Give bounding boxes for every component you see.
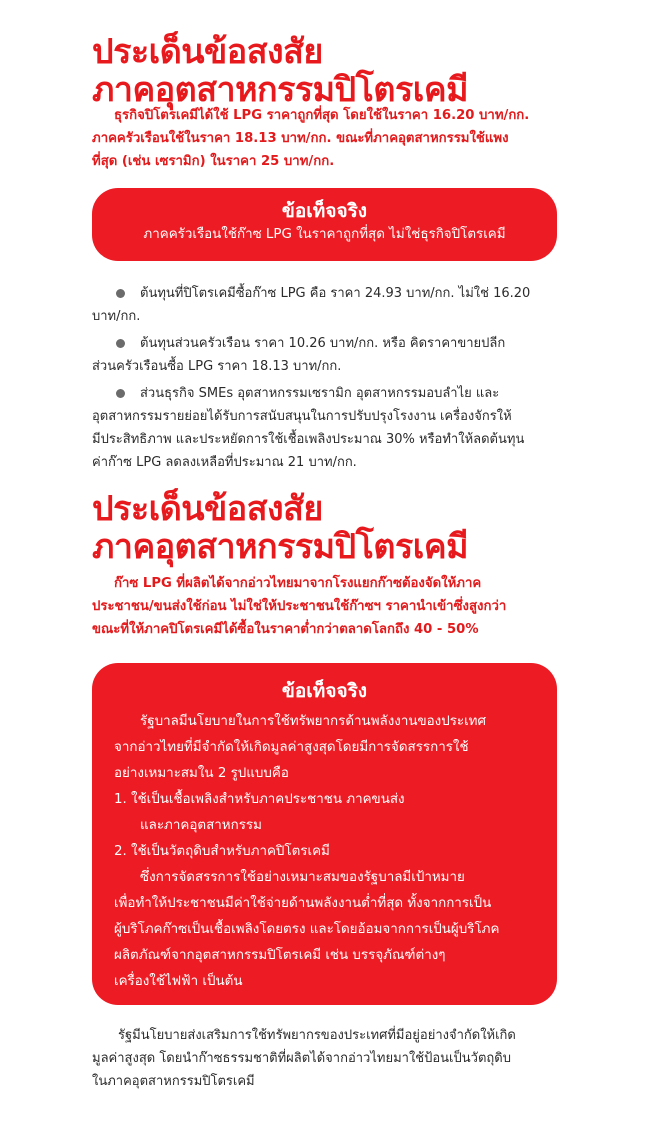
fact-line: จากอ่าวไทยที่มีจำกัดให้เกิดมูลค่าสูงสุดโดยมีการจัดสรรการใช้ <box>114 740 469 755</box>
fact-line: ผู้บริโภคก๊าซเป็นเชื้อเพลิงโดยตรง และโดยอ้อมจากการเป็นผู้บริโภค <box>114 922 500 937</box>
bullet-line: มีประสิทธิภาพ และประหยัดการใช้เชื้อเพลิงประมาณ 30% หรือทำให้ลดต้นทุน <box>92 432 525 447</box>
section2-heading-line1: ประเด็นข้อสงสัย <box>92 489 323 529</box>
bullet-line: ส่วนธุรกิจ SMEs อุตสาหกรรมเซรามิก อุตสาหกรรมอบลำไย และ <box>140 386 500 401</box>
fact-line: เพื่อทำให้ประชาชนมีค่าใช้จ่ายด้านพลังงานต่ำที่สุด ทั้งจากการเป็น <box>114 896 492 911</box>
section2-heading <box>92 490 468 566</box>
section2-lead-line: ขณะที่ให้ภาคปิโตรเคมีได้ซื้อในราคาต่ำกว่าตลาดโลกถึง 40 - 50% <box>92 622 479 637</box>
closing-line: รัฐมีนโยบายส่งเสริมการใช้ทรัพยากรของประเทศที่มีอยู่อย่างจำกัดให้เกิด <box>118 1028 516 1043</box>
closing-line: มูลค่าสูงสุด โดยนำก๊าซธรรมชาติที่ผลิตได้จากอ่าวไทยมาใช้ป้อนเป็นวัตถุดิบ <box>92 1051 511 1066</box>
fact-line: รัฐบาลมีนโยบายในการใช้ทรัพยากรด้านพลังงานของประเทศ <box>140 714 487 729</box>
fact-line: และภาคอุตสาหกรรม <box>140 818 262 833</box>
fact-line: 2. ใช้เป็นวัตถุดิบสำหรับภาคปิโตรเคมี <box>114 844 330 859</box>
bullet-item <box>92 282 562 328</box>
section1-lead-line: ภาคครัวเรือนใช้ในราคา 18.13 บาท/กก. ขณะที่ภาคอุตสาหกรรมใช้แพง <box>92 131 509 146</box>
section1-lead-line: ที่สุด (เช่น เซรามิก) ในราคา 25 บาท/กก. <box>92 154 335 169</box>
fact-line: 1. ใช้เป็นเชื้อเพลิงสำหรับภาคประชาชน ภาคขนส่ง <box>114 792 405 807</box>
closing-paragraph <box>92 1024 562 1093</box>
fact-line: เครื่องใช้ไฟฟ้า เป็นต้น <box>114 974 243 989</box>
section2-lead-line: ก๊าซ LPG ที่ผลิตได้จากอ่าวไทยมาจากโรงแยกก๊าซต้องจัดให้ภาค <box>114 576 482 591</box>
bullet-item <box>92 332 562 378</box>
section1-heading <box>92 33 468 109</box>
fact-line: อย่างเหมาะสมใน 2 รูปแบบคือ <box>114 766 289 781</box>
bullet-line: อุตสาหกรรมรายย่อยได้รับการสนับสนุนในการปรับปรุงโรงงาน เครื่องจักรให้ <box>92 409 512 424</box>
section2-lead-line: ประชาชน/ขนส่งใช้ก่อน ไม่ใช่ให้ประชาชนใช้ก๊าซฯ ราคานำเข้าซึ่งสูงกว่า <box>92 599 507 614</box>
section1-lead <box>92 104 562 173</box>
bullet-line: บาท/กก. <box>92 309 141 324</box>
bullet-line: ค่าก๊าซ LPG ลดลงเหลือที่ประมาณ 21 บาท/กก. <box>92 455 357 470</box>
bullet-dot-icon <box>116 339 125 348</box>
closing-line: ในภาคอุตสาหกรรมปิโตรเคมี <box>92 1074 255 1089</box>
bullet-item <box>92 382 562 474</box>
bullet-line: ส่วนครัวเรือนซื้อ LPG ราคา 18.13 บาท/กก. <box>92 359 342 374</box>
section1-heading-line2: ภาคอุตสาหกรรมปิโตรเคมี <box>92 70 468 110</box>
bullet-dot-icon <box>116 389 125 398</box>
section1-lead-line: ธุรกิจปิโตรเคมีได้ใช้ LPG ราคาถูกที่สุด โดยใช้ในราคา 16.20 บาท/กก. <box>114 108 530 123</box>
section1-fact-text: ภาคครัวเรือนใช้ก๊าซ LPG ในราคาถูกที่สุด ไม่ใช่ธุรกิจปิโตรเคมี <box>143 227 506 242</box>
section2-heading-line2: ภาคอุตสาหกรรมปิโตรเคมี <box>92 527 468 567</box>
section2-lead <box>92 572 562 641</box>
section1-bullet-list <box>92 282 562 474</box>
section1-fact-title: ข้อเท็จจริง <box>281 200 368 222</box>
section2-fact-box <box>92 663 557 1005</box>
section1-fact-box <box>92 188 557 261</box>
section2-fact-title: ข้อเท็จจริง <box>281 680 368 702</box>
bullet-dot-icon <box>116 289 125 298</box>
fact-line: ผลิตภัณฑ์จากอุตสาหกรรมปิโตรเคมี เช่น บรรจุภัณฑ์ต่างๆ <box>114 948 446 963</box>
section1-heading-line1: ประเด็นข้อสงสัย <box>92 32 323 72</box>
bullet-line: ต้นทุนที่ปิโตรเคมีซื้อก๊าซ LPG คือ ราคา 24.93 บาท/กก. ไม่ใช่ 16.20 <box>140 286 531 301</box>
fact-line: ซึ่งการจัดสรรการใช้อย่างเหมาะสมของรัฐบาลมีเป้าหมาย <box>140 870 465 885</box>
bullet-line: ต้นทุนส่วนครัวเรือน ราคา 10.26 บาท/กก. หรือ คิดราคาขายปลีก <box>140 336 506 351</box>
section2-fact-body <box>92 709 557 995</box>
